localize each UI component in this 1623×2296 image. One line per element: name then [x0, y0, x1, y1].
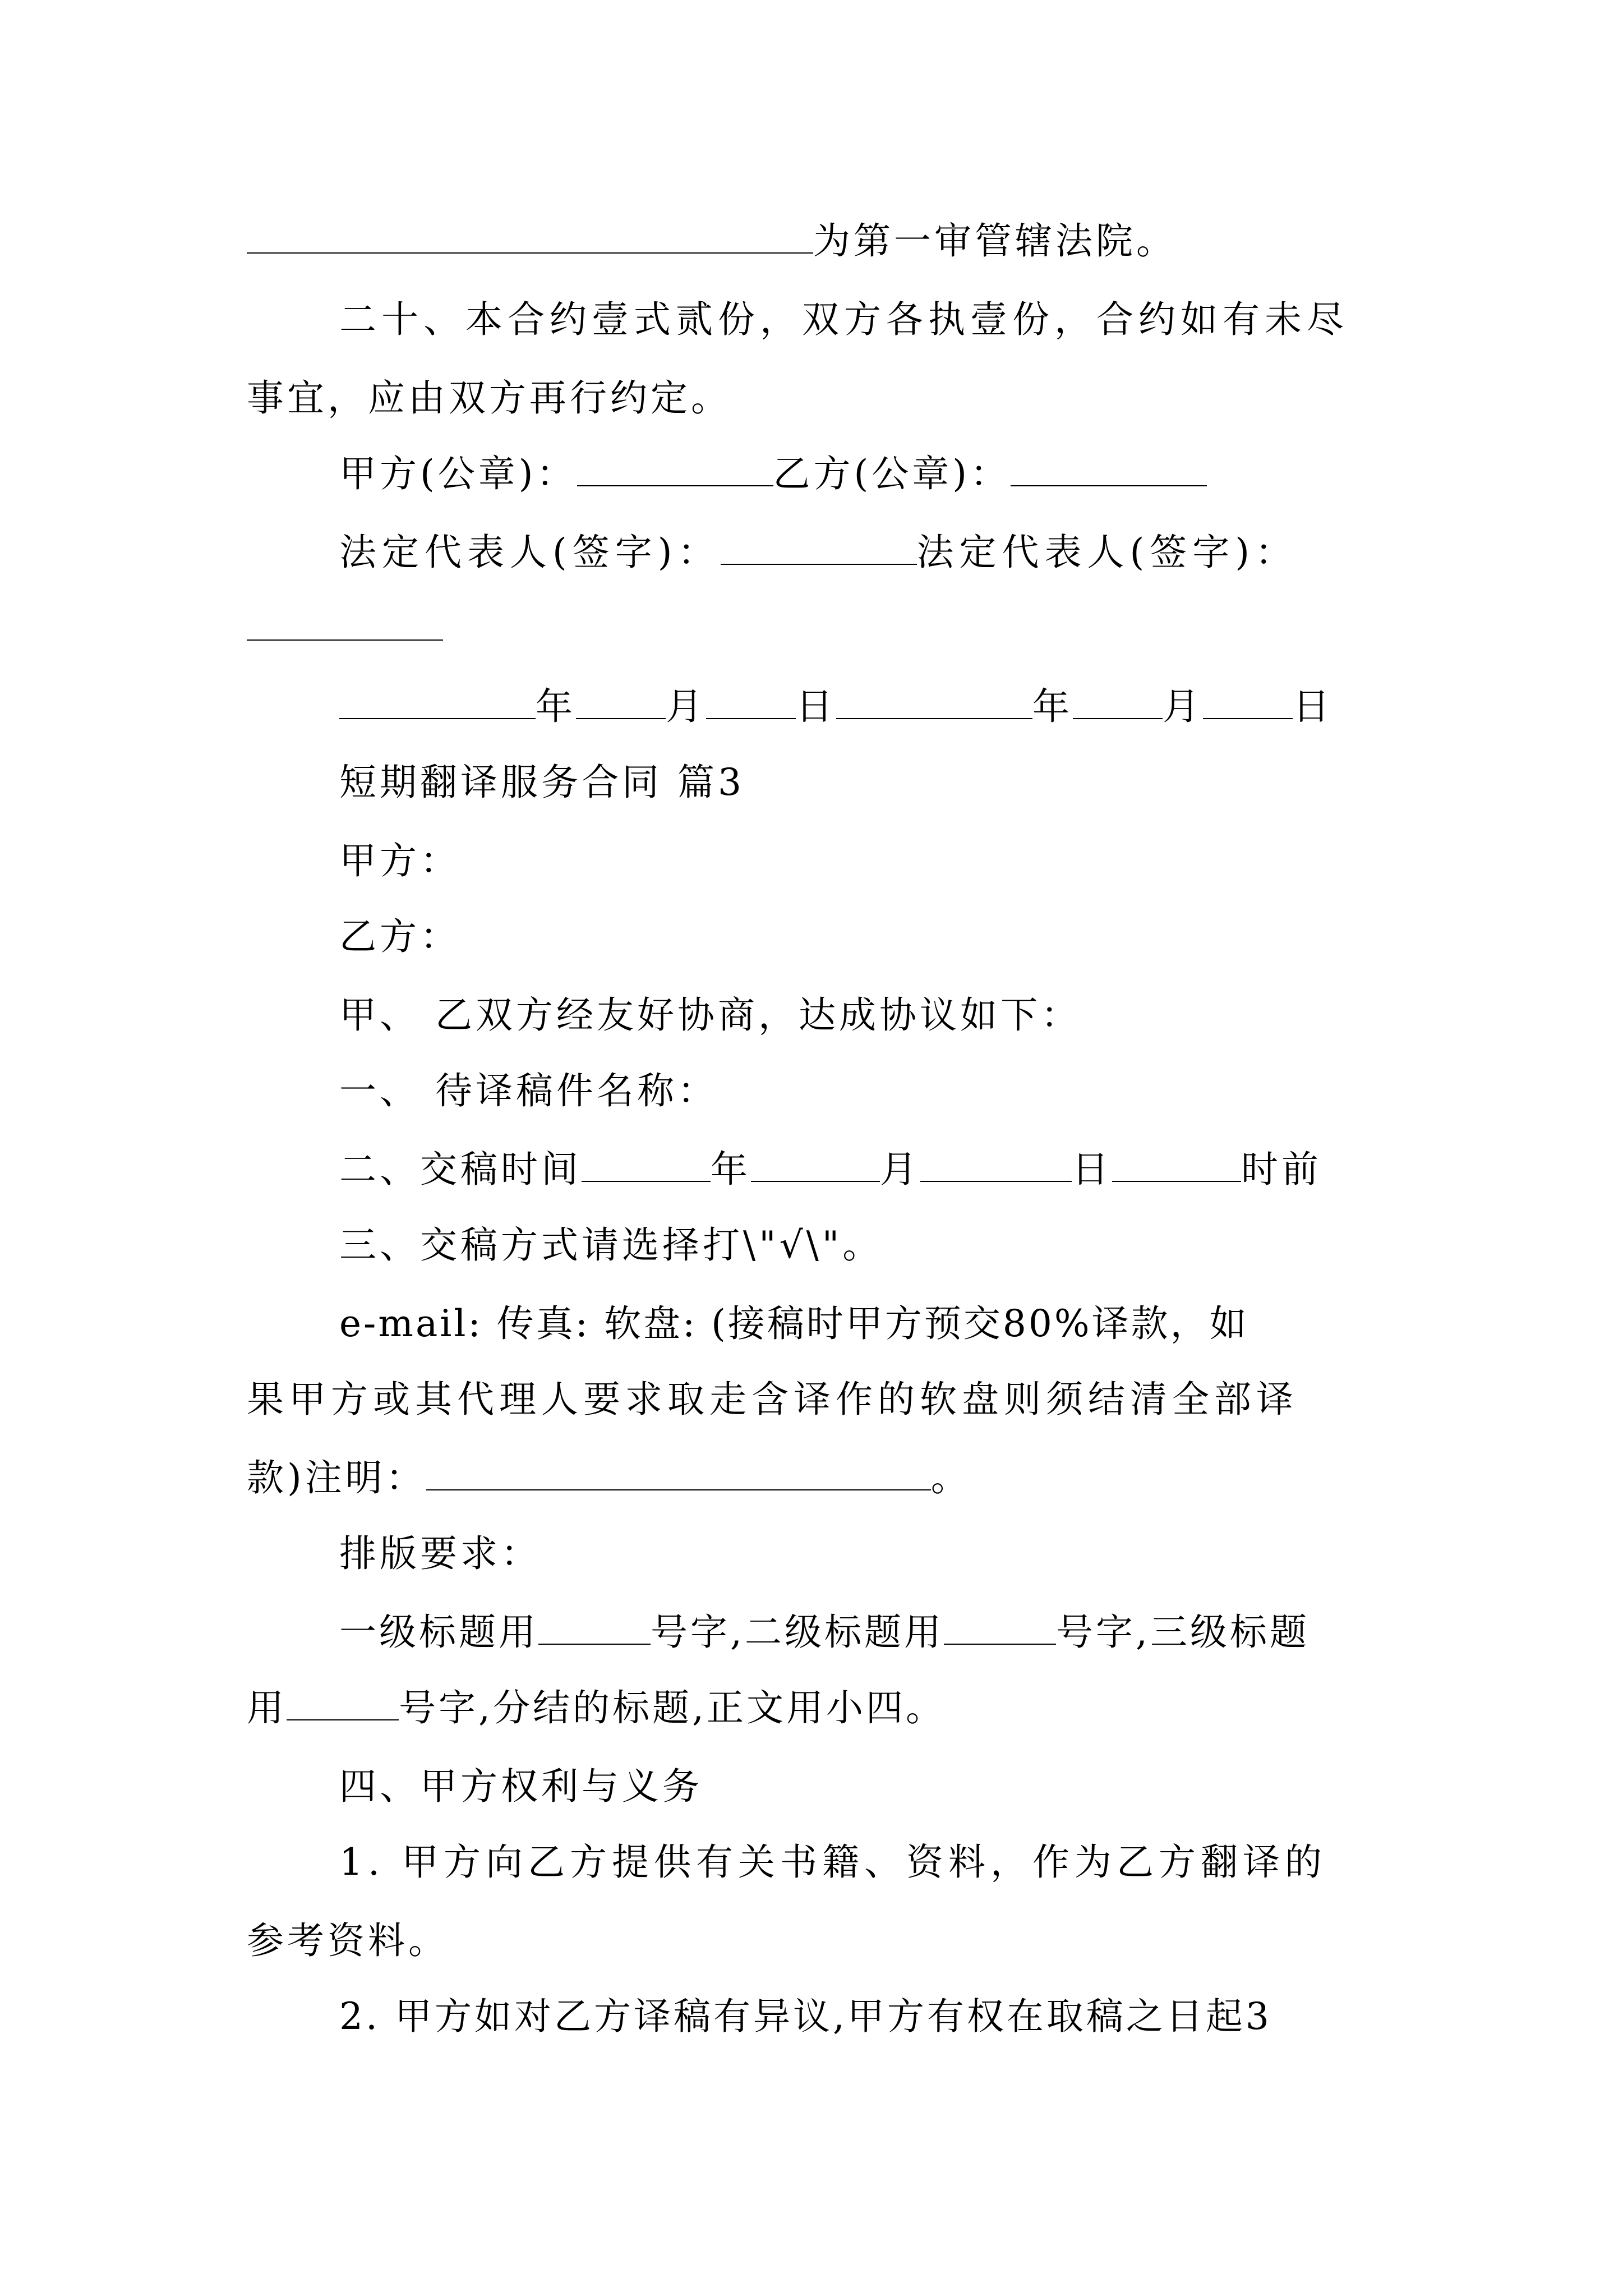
- section-4-heading: 四、甲方权利与义务: [339, 1765, 703, 1808]
- clause-20-line1: 二十、本合约壹式贰份，双方各执壹份，合约如有未尽: [339, 298, 1349, 341]
- blank-field: [751, 1147, 880, 1182]
- format-line2: [247, 1686, 946, 1731]
- blank-field: [944, 1610, 1056, 1645]
- clause-20-line2: 事宜，应由双方再行约定。: [247, 376, 731, 420]
- delivery-options-line3: [247, 1456, 971, 1501]
- representative-continuation: [247, 606, 443, 651]
- blank-field: [1203, 684, 1293, 719]
- seal-line: [339, 452, 1207, 496]
- before-hour-label: 时前: [1241, 1148, 1322, 1191]
- item-3-delivery-method: 三、交稿方式请选择打\"√\"。: [339, 1223, 883, 1267]
- party-a-rep-label: 法定代表人(签字)：: [339, 531, 721, 574]
- month-label: 月: [880, 1148, 920, 1191]
- format-line1: [339, 1610, 1310, 1655]
- layout-requirements-label: 排版要求：: [339, 1532, 541, 1575]
- format-text: 号字,三级标题: [1055, 1611, 1310, 1654]
- clause-1-line1: 1. 甲方向乙方提供有关书籍、资料，作为乙方翻译的: [339, 1841, 1327, 1884]
- format-text: 号字,分结的标题,正文用小四。: [399, 1686, 946, 1729]
- blank-field: [287, 1686, 399, 1720]
- blank-field: [836, 684, 1032, 719]
- date-line: [339, 684, 1333, 729]
- blank-field: [1073, 684, 1163, 719]
- blank-field: [1011, 452, 1207, 486]
- blank-field: [576, 684, 666, 719]
- day-label: 日: [1293, 685, 1333, 728]
- clause-2-line1: 2. 甲方如对乙方译稿有异议,甲方有权在取稿之日起3: [339, 1995, 1272, 2038]
- day-label: 日: [1072, 1148, 1112, 1191]
- format-text: 用: [247, 1686, 287, 1729]
- blank-field: [1112, 1147, 1241, 1182]
- day-label: 日: [796, 685, 836, 728]
- note-label: 款)注明：: [247, 1456, 426, 1499]
- month-label: 月: [666, 685, 706, 728]
- blank-field: [577, 452, 773, 486]
- item-1-manuscript-name: 一、 待译稿件名称：: [339, 1069, 718, 1112]
- jurisdiction-text: 为第一审管辖法院。: [813, 219, 1177, 263]
- blank-field: [582, 1147, 711, 1182]
- agreement-intro: 甲、 乙双方经友好协商，达成协议如下：: [339, 993, 1081, 1037]
- item-2-delivery-time: [339, 1147, 1322, 1192]
- delivery-time-label: 二、交稿时间: [339, 1148, 582, 1191]
- party-b-line: 乙方：: [339, 915, 460, 958]
- representative-line: [339, 530, 1298, 575]
- blank-field: [339, 684, 536, 719]
- month-label: 月: [1163, 685, 1203, 728]
- party-a-seal-label: 甲方(公章)：: [339, 452, 577, 495]
- blank-field: [247, 606, 443, 641]
- clause-1-line2: 参考资料。: [247, 1919, 449, 1962]
- year-label: 年: [711, 1148, 751, 1191]
- party-b-rep-label: 法定代表人(签字)：: [916, 531, 1298, 574]
- party-a-line: 甲方：: [339, 839, 460, 882]
- party-b-seal-label: 乙方(公章)：: [773, 452, 1011, 495]
- format-text: 号字,二级标题用: [651, 1611, 944, 1654]
- section-heading: 短期翻译服务合同 篇3: [339, 761, 745, 804]
- delivery-options-line1: e-mail: 传真: 软盘: (接稿时甲方预交80%译款，如: [339, 1302, 1249, 1345]
- jurisdiction-line: [247, 219, 1177, 264]
- format-text: 一级标题用: [339, 1611, 538, 1654]
- blank-field: [721, 530, 917, 565]
- blank-field: [706, 684, 796, 719]
- period: 。: [930, 1456, 971, 1499]
- year-label: 年: [536, 685, 576, 728]
- blank-field: [538, 1610, 651, 1645]
- blank-field: [426, 1456, 931, 1490]
- blank-field: [247, 219, 813, 254]
- year-label: 年: [1032, 685, 1073, 728]
- blank-field: [920, 1147, 1072, 1182]
- delivery-options-line2: 果甲方或其代理人要求取走含译作的软盘则须结清全部译: [247, 1378, 1298, 1421]
